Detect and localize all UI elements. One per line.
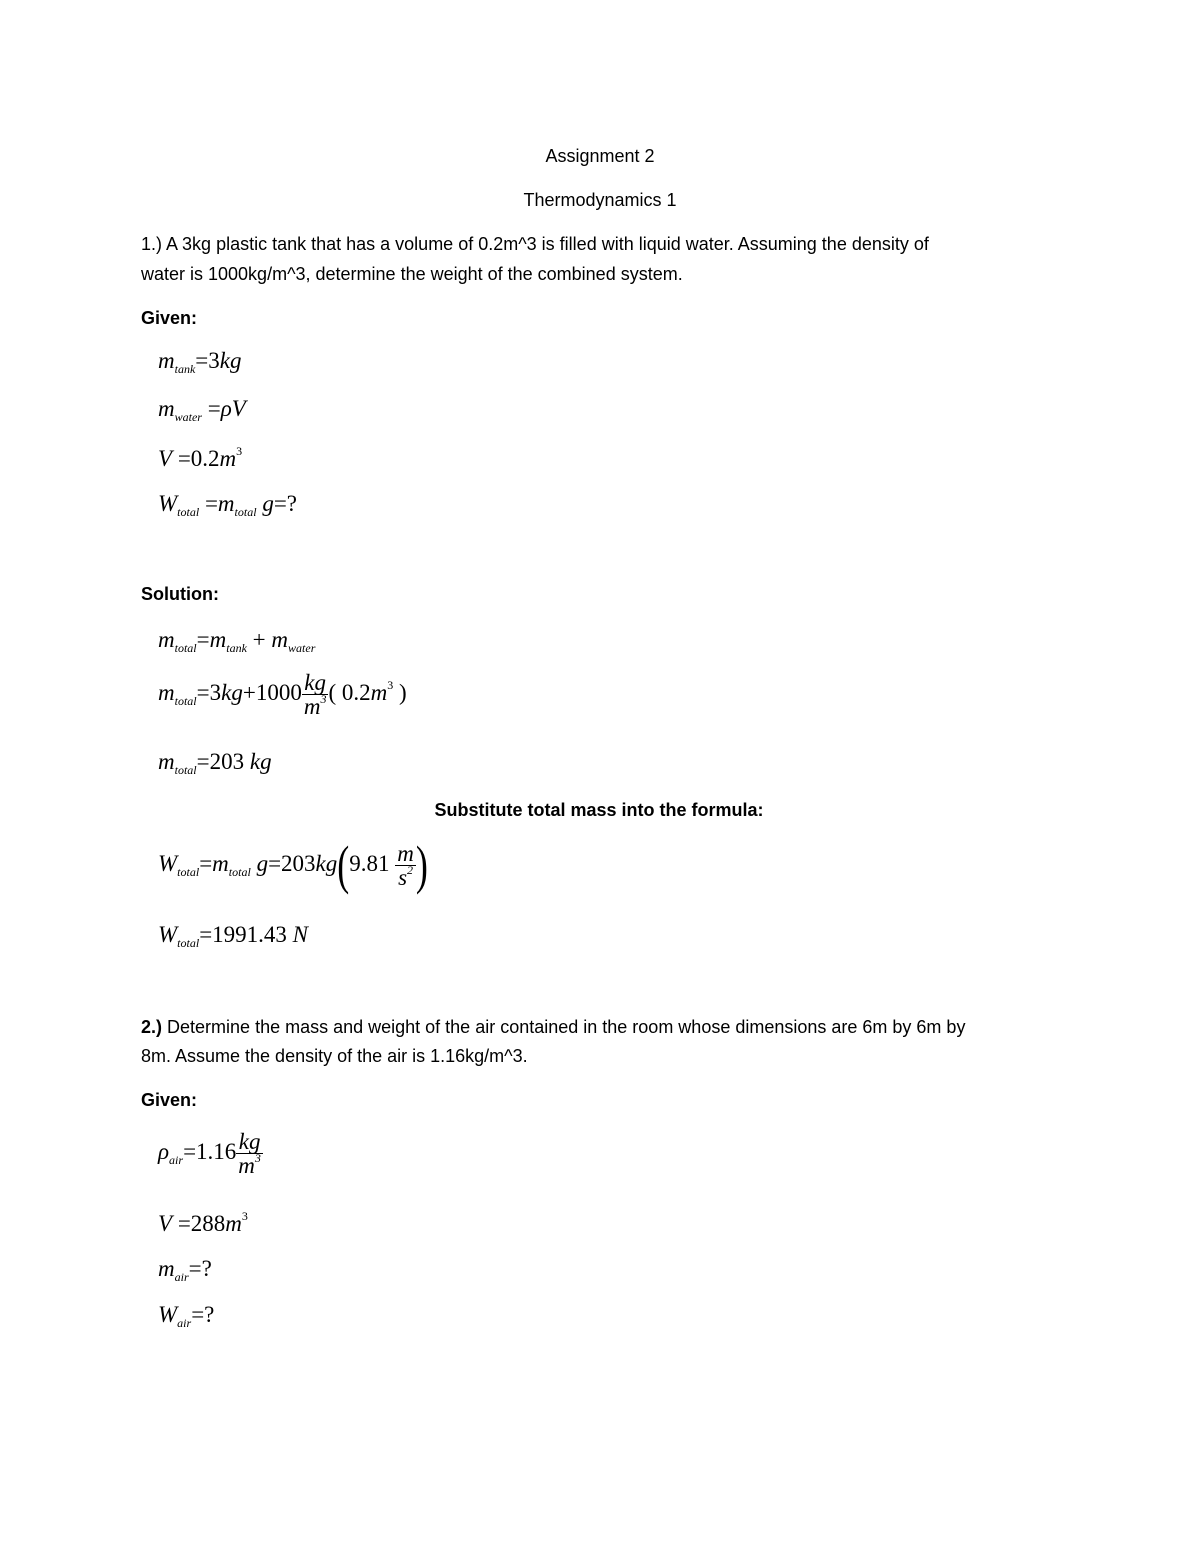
page-subtitle: Thermodynamics 1 bbox=[523, 190, 677, 210]
q2-line1 bbox=[141, 1018, 965, 1036]
q1-number: 1.) bbox=[141, 234, 163, 254]
q2-text-line1: Determine the mass and weight of the air contained in the room whose dimensions are 6m by 6m by bbox=[167, 1017, 966, 1037]
eq-m-tank: $m_{tank}=3kg$ bbox=[158, 348, 242, 376]
q1-line1 bbox=[141, 235, 929, 253]
eq-room-volume: $V =288m^3$ bbox=[158, 1209, 248, 1236]
eq-weight-unknown: $W_{total} =m_{total}$ g=? bbox=[158, 491, 298, 519]
q2-given-label: Given: bbox=[141, 1090, 198, 1110]
eq-air-mass-unknown: $m_{air}=$? bbox=[158, 1256, 212, 1284]
q1-text-line2: water is 1000kg/m^3, determine the weight of the combined system. bbox=[141, 264, 683, 284]
eq-mass-substitution: $m_{total}=3kg+1000$ $\frac{kg}{m^3}$ ( $0.2m^3$ ) bbox=[158, 670, 407, 719]
eq-m-water: $m_{water} =\rho V$ bbox=[158, 396, 246, 424]
eq-mass-result: $m_{total}=203$ kg bbox=[158, 749, 272, 777]
substitute-label: Substitute total mass into the formula: bbox=[434, 800, 764, 820]
eq-air-weight-unknown: $W_{air}=$? bbox=[158, 1302, 215, 1330]
eq-volume: $V =0.2m^3$ bbox=[158, 444, 243, 471]
page-title: Assignment 2 bbox=[545, 146, 655, 166]
q2-number: 2.) bbox=[141, 1017, 163, 1037]
fraction-m-per-s2: $\frac{m}{s^2}$ bbox=[397, 841, 414, 890]
eq-weight-result: $W_{total}=1991.43$ N bbox=[158, 922, 309, 950]
eq-mass-sum: $m_{total}=m_{tank} + m_{water}$ bbox=[158, 627, 316, 655]
q2-text-line2: 8m. Assume the density of the air is 1.16kg/m^3. bbox=[141, 1046, 528, 1066]
q1-given-label: Given: bbox=[141, 308, 198, 328]
fraction-kg-per-m3: $\frac{kg}{m^3}$ bbox=[303, 670, 327, 719]
fraction-air-kg-per-m3: $\frac{kg}{m^3}$ bbox=[238, 1129, 261, 1178]
eq-air-density: $\rho_{air}=1.16$ $\frac{kg}{m^3}$ bbox=[158, 1129, 261, 1178]
q1-text-line1: A 3kg plastic tank that has a volume of 0.2m^3 is filled with liquid water. Assuming the density of bbox=[166, 234, 929, 254]
q1-solution-label: Solution: bbox=[141, 584, 219, 604]
eq-weight-substitution: $W_{total}=m_{total}$ g=203kg(9.81 $\frac{m}{s^2}$ ) bbox=[158, 834, 428, 895]
